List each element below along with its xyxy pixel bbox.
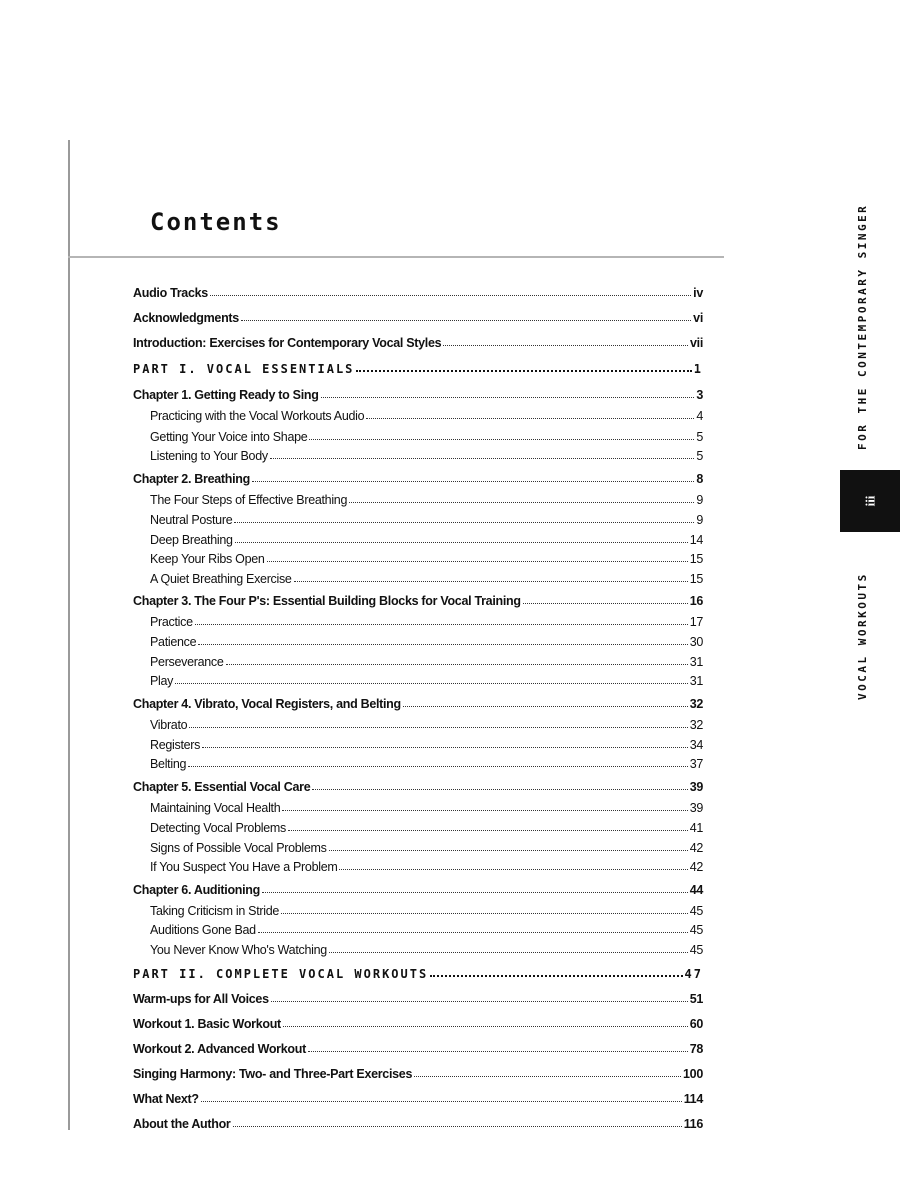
dot-leader: [430, 975, 682, 977]
toc-entry: [133, 1111, 703, 1131]
toc-entry-label: Deep Breathing: [150, 533, 233, 547]
toc-entry-label: Listening to Your Body: [150, 449, 268, 463]
toc-entry-label: Signs of Possible Vocal Problems: [150, 841, 327, 855]
toc-entry-label: Keep Your Ribs Open: [150, 552, 265, 566]
toc-entry-page: 47: [684, 967, 703, 981]
toc-entry: [133, 382, 703, 402]
toc-entry-label: Chapter 5. Essential Vocal Care: [133, 780, 311, 794]
dot-leader: [312, 789, 687, 790]
toc-entry: [133, 1086, 703, 1106]
dot-leader: [234, 522, 694, 523]
toc-entry-page: 4: [696, 409, 703, 423]
toc-entry-page: 100: [683, 1067, 703, 1081]
dot-leader: [443, 345, 688, 346]
toc-subsection-entry: [133, 668, 703, 688]
dot-leader: [339, 869, 687, 870]
toc-entry: [133, 330, 703, 350]
toc-subsection-entry: [133, 424, 703, 444]
toc-subsection-entry: [133, 732, 703, 752]
dot-leader: [252, 481, 694, 482]
dot-leader: [189, 727, 687, 728]
toc-entry-label: A Quiet Breathing Exercise: [150, 572, 292, 586]
dot-leader: [308, 1051, 688, 1052]
toc-entry: [133, 1036, 703, 1056]
dot-leader: [403, 706, 688, 707]
toc-entry-label: Maintaining Vocal Health: [150, 801, 281, 815]
toc-subsection-entry: [133, 527, 703, 547]
toc-entry-page: 39: [689, 780, 703, 794]
toc-entry-label: Perseverance: [150, 655, 224, 669]
dot-leader: [262, 892, 688, 893]
toc-entry-label: Practice: [150, 615, 193, 629]
toc-entry-page: 45: [689, 943, 703, 957]
toc-entry-label: Getting Your Voice into Shape: [150, 430, 308, 444]
toc-entry-page: 42: [689, 860, 703, 874]
dot-leader: [349, 502, 694, 503]
toc-entry-page: 60: [689, 1017, 703, 1031]
toc-entry-page: vii: [690, 336, 703, 350]
dot-leader: [210, 295, 691, 296]
title-underline-rule: [68, 256, 724, 258]
toc-entry-page: 31: [689, 674, 703, 688]
dot-leader: [281, 913, 688, 914]
dot-leader: [258, 932, 688, 933]
dot-leader: [241, 320, 691, 321]
dot-leader: [233, 1126, 682, 1127]
toc-entry-page: 30: [689, 635, 703, 649]
toc-entry-label: Taking Criticism in Stride: [150, 904, 280, 918]
toc-entry-page: vi: [693, 311, 703, 325]
page-title: Contents: [150, 208, 282, 236]
toc-entry: [133, 466, 703, 486]
dot-leader: [195, 624, 688, 625]
side-book-title: VOCAL WORKOUTS: [856, 572, 869, 700]
toc-entry-label: PART II. COMPLETE VOCAL WORKOUTS: [133, 967, 429, 981]
toc-entry-page: 32: [689, 697, 703, 711]
toc-entry-page: 9: [696, 513, 703, 527]
toc-subsection-entry: [133, 815, 703, 835]
toc-subsection-entry: [133, 566, 703, 586]
dot-leader: [270, 458, 695, 459]
toc-part-entry: [133, 356, 703, 376]
toc-entry: [133, 305, 703, 325]
toc-entry-label: PART I. VOCAL ESSENTIALS: [133, 362, 355, 376]
left-margin-rule: [68, 140, 70, 1130]
toc-subsection-entry: [133, 712, 703, 732]
toc-entry-label: Detecting Vocal Problems: [150, 821, 286, 835]
toc-entry-page: 42: [689, 841, 703, 855]
toc-entry: [133, 877, 703, 897]
toc-entry-label: Chapter 2. Breathing: [133, 472, 250, 486]
toc-entry-page: 41: [689, 821, 703, 835]
toc-entry-page: 5: [696, 430, 703, 444]
toc-entry-label: Introduction: Exercises for Contemporary Vocal Styles: [133, 336, 442, 350]
dot-leader: [282, 810, 687, 811]
toc-entry-label: Warm-ups for All Voices: [133, 992, 269, 1006]
dot-leader: [321, 397, 695, 398]
toc-entry-page: 114: [683, 1092, 703, 1106]
toc-subsection-entry: [133, 835, 703, 855]
toc-subsection-entry: [133, 629, 703, 649]
toc-entry: [133, 1011, 703, 1031]
dot-leader: [294, 581, 688, 582]
toc-entry-page: 78: [689, 1042, 703, 1056]
toc-entry-label: The Four Steps of Effective Breathing: [150, 493, 348, 507]
toc-entry-label: Auditions Gone Bad: [150, 923, 256, 937]
toc-entry-label: Singing Harmony: Two- and Three-Part Exercises: [133, 1067, 413, 1081]
toc-entry-label: About the Author: [133, 1117, 231, 1131]
toc-entry-page: 37: [689, 757, 703, 771]
toc-entry-label: Belting: [150, 757, 187, 771]
toc-entry-page: 45: [689, 904, 703, 918]
toc-entry-page: 15: [689, 552, 703, 566]
dot-leader: [226, 664, 688, 665]
dot-leader: [235, 542, 688, 543]
dot-leader: [188, 766, 688, 767]
toc-subsection-entry: [133, 487, 703, 507]
dot-leader: [202, 747, 688, 748]
toc-entry-label: Workout 2. Advanced Workout: [133, 1042, 306, 1056]
toc-entry: [133, 588, 703, 608]
toc-entry: [133, 691, 703, 711]
dot-leader: [283, 1026, 688, 1027]
toc-entry-page: iv: [693, 286, 703, 300]
dot-leader: [356, 370, 691, 372]
toc-entry-label: Acknowledgments: [133, 311, 239, 325]
toc-entry-label: Play: [150, 674, 174, 688]
toc-entry-label: Chapter 6. Auditioning: [133, 883, 260, 897]
toc-entry-label: You Never Know Who's Watching: [150, 943, 327, 957]
toc-subsection-entry: [133, 937, 703, 957]
toc-entry-label: Workout 1. Basic Workout: [133, 1017, 281, 1031]
toc-entry-page: 16: [689, 594, 703, 608]
toc-subsection-entry: [133, 546, 703, 566]
page-number: iii: [862, 495, 877, 507]
toc-entry-page: 39: [689, 801, 703, 815]
dot-leader: [175, 683, 688, 684]
dot-leader: [201, 1101, 682, 1102]
dot-leader: [198, 644, 687, 645]
toc-entry-label: Chapter 1. Getting Ready to Sing: [133, 388, 319, 402]
toc-entry-page: 31: [689, 655, 703, 669]
toc-entry-label: Neutral Posture: [150, 513, 233, 527]
toc-entry-page: 32: [689, 718, 703, 732]
toc-entry-label: Chapter 4. Vibrato, Vocal Registers, and Belting: [133, 697, 401, 711]
toc-entry-label: Practicing with the Vocal Workouts Audio: [150, 409, 365, 423]
dot-leader: [271, 1001, 688, 1002]
toc-entry-label: If You Suspect You Have a Problem: [150, 860, 338, 874]
side-running-title: FOR THE CONTEMPORARY SINGER: [856, 203, 869, 450]
toc-entry-page: 116: [683, 1117, 703, 1131]
toc-subsection-entry: [133, 795, 703, 815]
page-number-tab: [840, 470, 900, 532]
toc-entry: [133, 280, 703, 300]
dot-leader: [523, 603, 688, 604]
toc-entry-page: 45: [689, 923, 703, 937]
toc-entry-page: 3: [696, 388, 703, 402]
toc-subsection-entry: [133, 751, 703, 771]
toc-entry-label: Patience: [150, 635, 197, 649]
toc-subsection-entry: [133, 403, 703, 423]
toc-subsection-entry: [133, 917, 703, 937]
toc-entry-label: Vibrato: [150, 718, 188, 732]
toc-entry-page: 1: [693, 362, 703, 376]
toc-entry-label: Registers: [150, 738, 201, 752]
toc-entry-page: 9: [696, 493, 703, 507]
toc-entry-label: Chapter 3. The Four P's: Essential Building Blocks for Vocal Training: [133, 594, 521, 608]
toc-subsection-entry: [133, 854, 703, 874]
toc-entry-label: Audio Tracks: [133, 286, 208, 300]
toc-subsection-entry: [133, 609, 703, 629]
toc-entry: [133, 774, 703, 794]
toc-entry-page: 17: [689, 615, 703, 629]
dot-leader: [329, 850, 688, 851]
toc-part-entry: [133, 961, 703, 981]
toc-entry-page: 44: [689, 883, 703, 897]
toc-entry-page: 51: [689, 992, 703, 1006]
toc-entry-page: 14: [689, 533, 703, 547]
toc-entry: [133, 1061, 703, 1081]
toc-entry-page: 5: [696, 449, 703, 463]
toc-entry-label: What Next?: [133, 1092, 199, 1106]
dot-leader: [414, 1076, 681, 1077]
dot-leader: [267, 561, 688, 562]
toc-subsection-entry: [133, 443, 703, 463]
toc-entry-page: 8: [696, 472, 703, 486]
toc-entry: [133, 986, 703, 1006]
dot-leader: [329, 952, 688, 953]
toc-entry-page: 15: [689, 572, 703, 586]
toc-entry-page: 34: [689, 738, 703, 752]
toc-subsection-entry: [133, 649, 703, 669]
toc-subsection-entry: [133, 898, 703, 918]
dot-leader: [288, 830, 688, 831]
toc-subsection-entry: [133, 507, 703, 527]
dot-leader: [309, 439, 694, 440]
dot-leader: [366, 418, 694, 419]
